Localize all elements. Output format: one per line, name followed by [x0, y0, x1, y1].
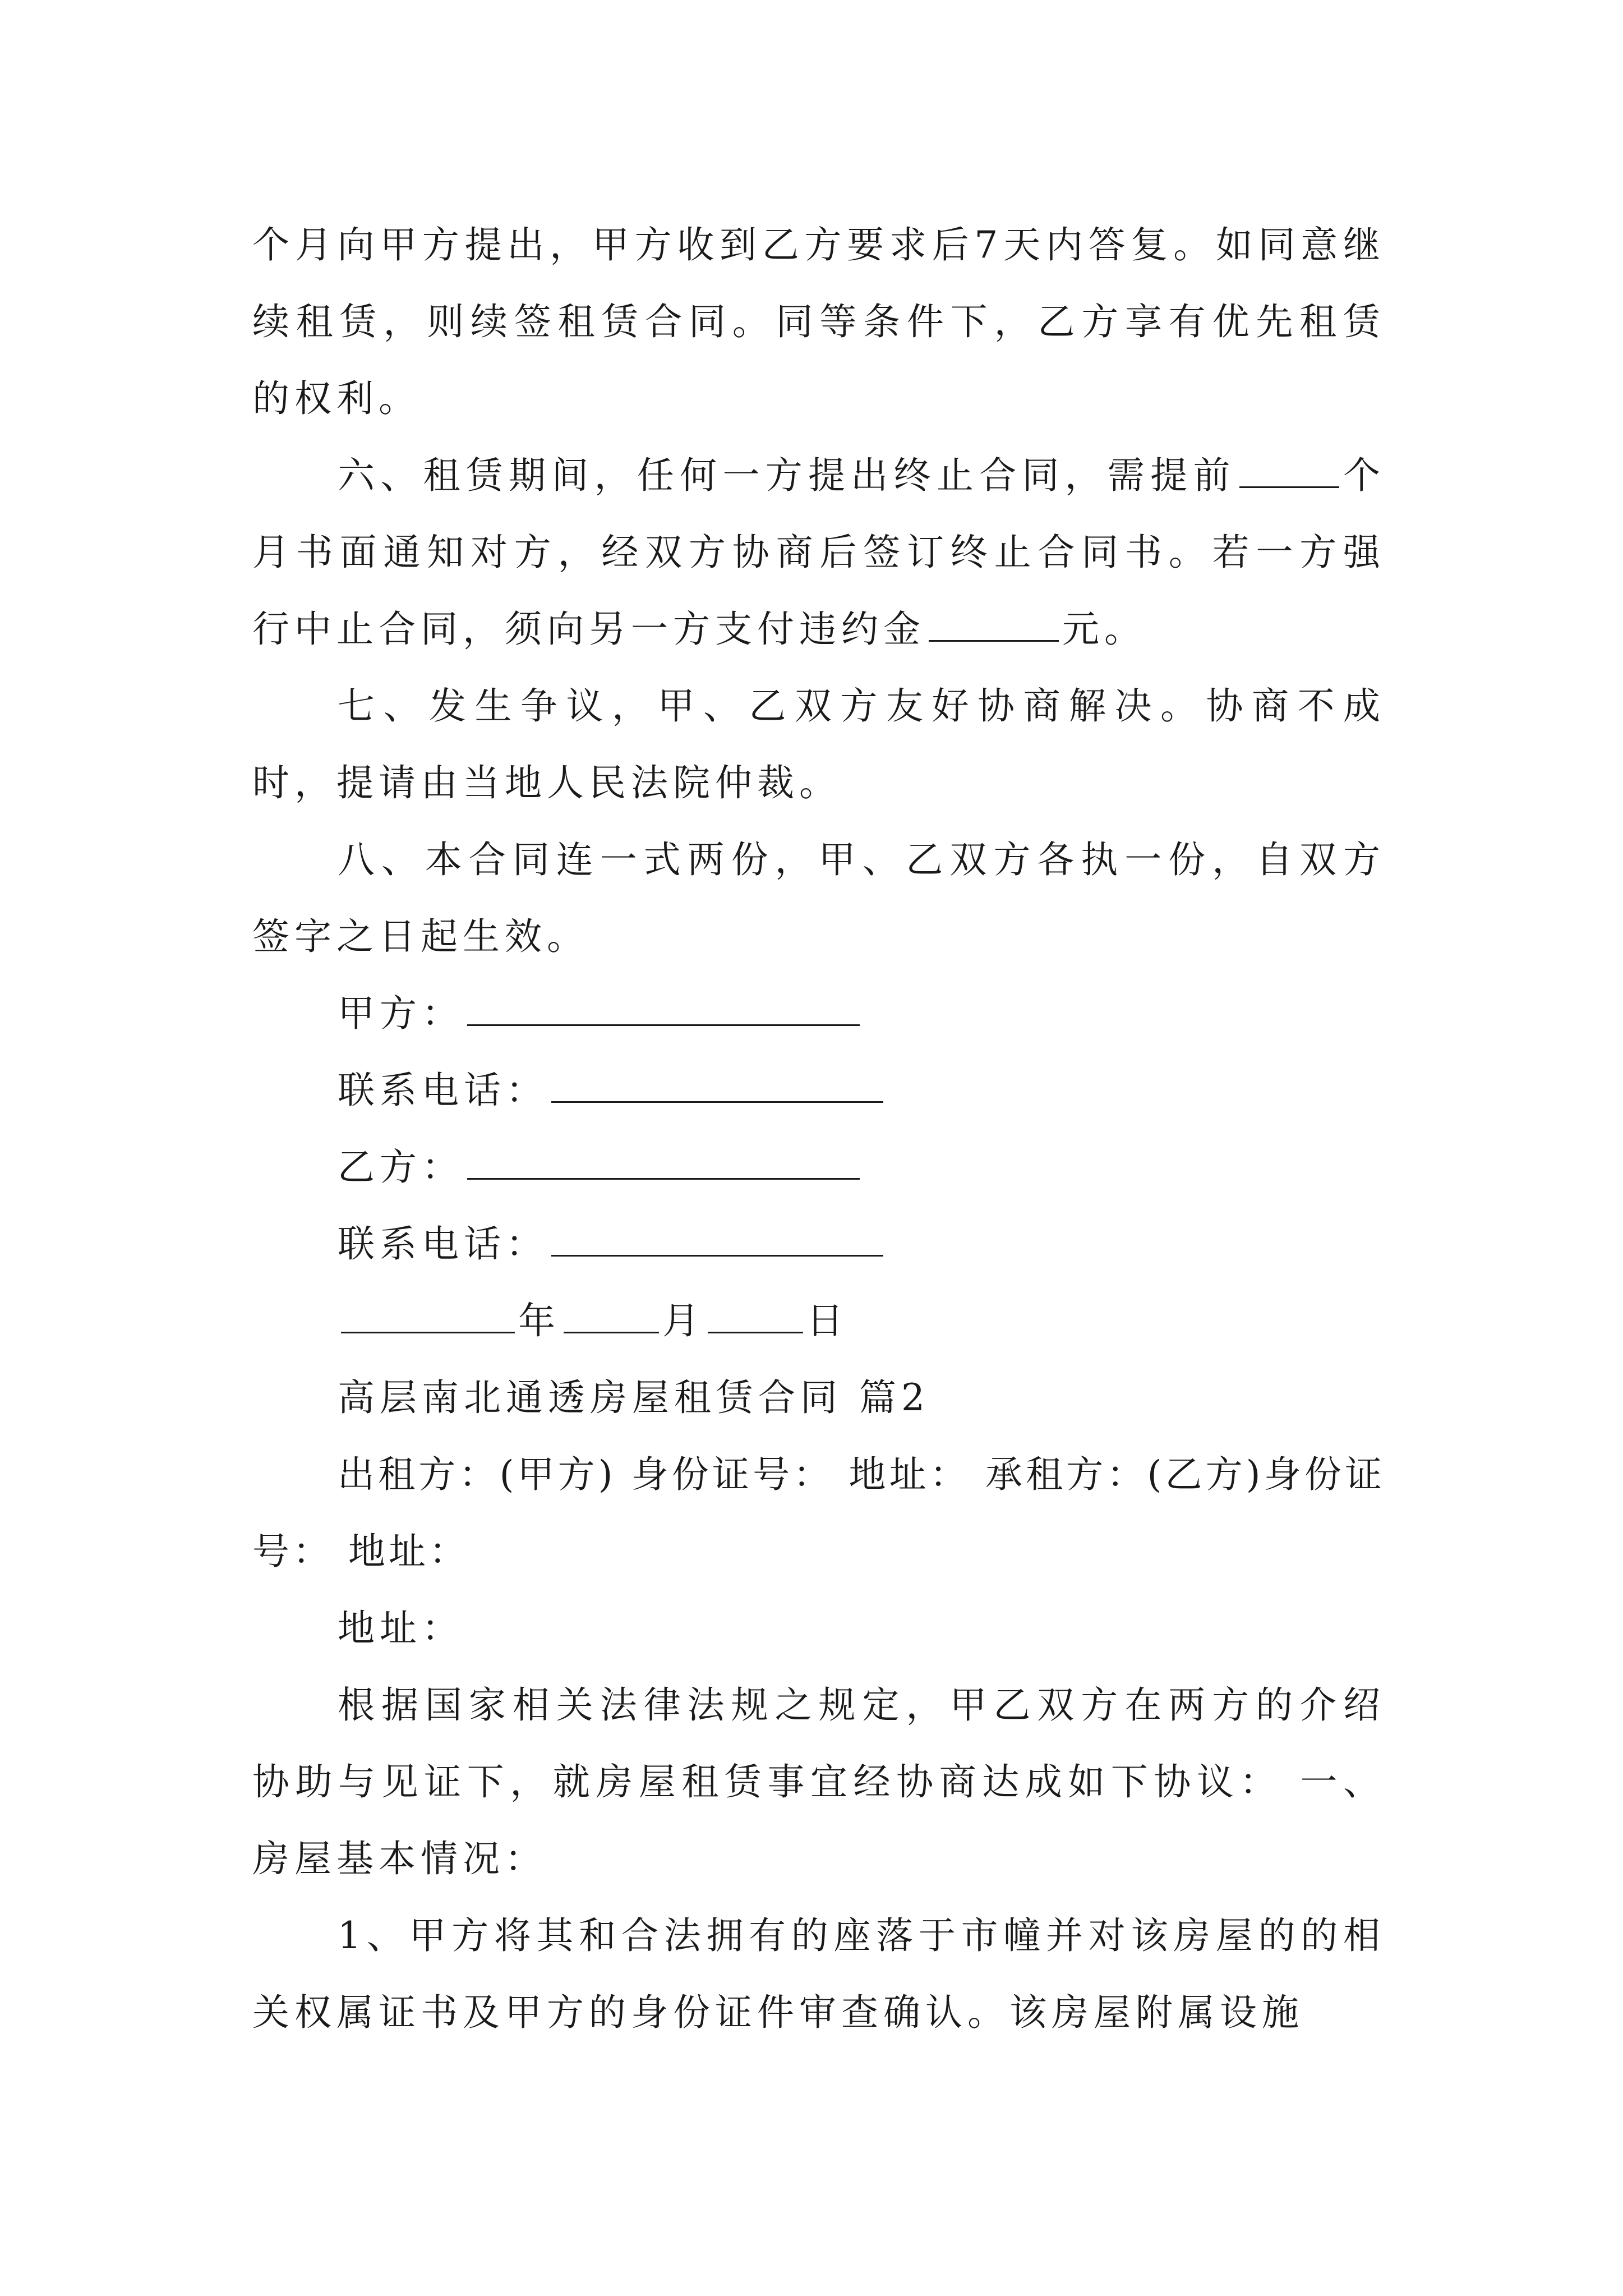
phone-a-blank — [551, 1069, 883, 1103]
address-text: 地址： — [338, 1607, 464, 1650]
paragraph-parties — [252, 1436, 1385, 1590]
phone-a-line — [252, 1052, 1385, 1129]
phone-b-blank — [551, 1222, 883, 1257]
document-body — [252, 206, 1385, 2051]
termination-text-middle: 个月书面通知对方，经双方协商后签订终止合同书。若一方强行中止合同，须向另一方支付违约金 — [252, 454, 1386, 651]
notice-months-blank — [1239, 454, 1339, 488]
date-line — [252, 1282, 1385, 1359]
paragraph-renewal — [252, 206, 1385, 437]
paragraph-copies — [252, 821, 1385, 975]
parties-text: 出租方：(甲方) 身份证号： 地址： 承租方：(乙方)身份证号： 地址： — [252, 1453, 1385, 1573]
year-label: 年 — [518, 1299, 560, 1342]
day-label: 日 — [806, 1299, 849, 1342]
phone-a-label: 联系电话： — [338, 1069, 548, 1112]
item-1-text: 1、甲方将其和合法拥有的座落于市幢并对该房屋的的相关权属证书及甲方的身份证件审查确认。该房屋附属设施 — [252, 1914, 1385, 2034]
paragraph-address — [252, 1590, 1385, 1667]
day-blank — [708, 1299, 803, 1333]
party-a-blank — [467, 992, 860, 1026]
party-a-signature-line — [252, 975, 1385, 1052]
renewal-text: 个月向甲方提出，甲方收到乙方要求后7天内答复。如同意继续租赁，则续签租赁合同。同等条件下，乙方享有优先租赁的权利。 — [252, 223, 1385, 420]
month-blank — [564, 1299, 659, 1333]
party-b-blank — [467, 1145, 860, 1180]
phone-b-line — [252, 1205, 1385, 1282]
month-label: 月 — [662, 1299, 704, 1342]
termination-text-start: 六、租赁期间，任何一方提出终止合同，需提前 — [338, 454, 1236, 497]
contract-2-title — [252, 1359, 1385, 1436]
contract-2-title-text: 高层南北通透房屋租赁合同 篇2 — [338, 1376, 930, 1419]
paragraph-intro — [252, 1667, 1385, 1897]
phone-b-label: 联系电话： — [338, 1222, 548, 1266]
year-blank — [341, 1299, 515, 1333]
paragraph-termination — [252, 437, 1385, 668]
party-b-signature-line — [252, 1129, 1385, 1205]
intro-text: 根据国家相关法律法规之规定，甲乙双方在两方的介绍协助与见证下，就房屋租赁事宜经协商达成如下协议： 一、房屋基本情况： — [252, 1683, 1385, 1880]
copies-text: 八、本合同连一式两份，甲、乙双方各执一份，自双方签字之日起生效。 — [252, 838, 1385, 958]
penalty-amount-blank — [929, 608, 1059, 642]
dispute-text: 七、发生争议，甲、乙双方友好协商解决。协商不成时，提请由当地人民法院仲裁。 — [252, 684, 1385, 804]
paragraph-item-1 — [252, 1897, 1385, 2051]
party-b-label: 乙方： — [338, 1145, 464, 1189]
party-a-label: 甲方： — [338, 992, 464, 1035]
paragraph-dispute — [252, 668, 1385, 821]
termination-text-end: 元。 — [1062, 608, 1146, 651]
